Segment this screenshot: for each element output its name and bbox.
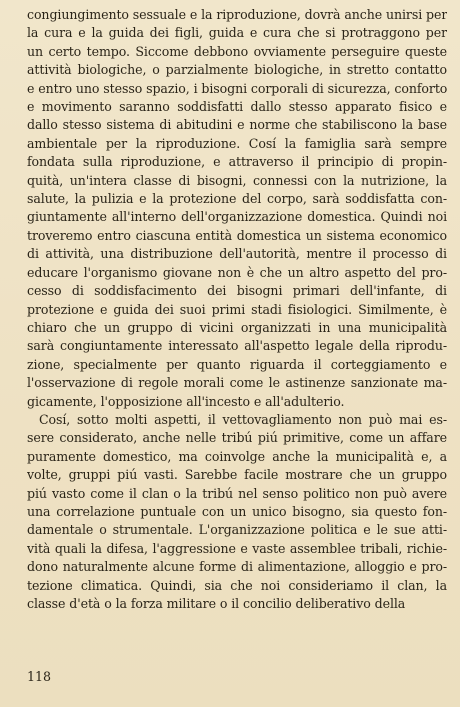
text-line: la cura e la guida dei figli, guida e cura che si protraggono per bbox=[27, 25, 447, 41]
text-line: attività biologiche, o parzialmente biologiche, in stretto contatto bbox=[27, 62, 447, 78]
text-line: gicamente, l'opposizione all'incesto e all'adulterio. bbox=[27, 393, 345, 409]
text-line: volte, gruppi piú vasti. Sarebbe facile mostrare che un gruppo bbox=[27, 467, 447, 483]
text-line: chiaro che un gruppo di vicini organizzati in una municipalità bbox=[27, 319, 447, 335]
paragraph-1 bbox=[27, 6, 447, 411]
text-line: piú vasto come il clan o la tribú nel senso politico non può avere bbox=[27, 485, 447, 501]
text-line: cesso di soddisfacimento dei bisogni primari dell'infante, di bbox=[27, 283, 447, 299]
text-line: Cosí, sotto molti aspetti, il vettovagliamento non può mai es- bbox=[39, 411, 447, 427]
text-line: fondata sulla riproduzione, e attraverso il principio di propin- bbox=[27, 154, 447, 170]
text-line: congiungimento sessuale e la riproduzione, dovrà anche unirsi per bbox=[27, 7, 447, 22]
text-line: educare l'organismo giovane non è che un altro aspetto del pro- bbox=[27, 264, 447, 280]
text-line: e movimento saranno soddisfatti dallo stesso apparato fisico e bbox=[27, 99, 447, 115]
text-line: salute, la pulizia e la protezione del corpo, sarà soddisfatta con- bbox=[27, 191, 447, 207]
text-line: protezione e guida dei suoi primi stadi fisiologici. Similmente, è bbox=[27, 301, 447, 317]
text-line: ambientale per la riproduzione. Cosí la famiglia sarà sempre bbox=[27, 135, 447, 151]
paragraph-2 bbox=[27, 411, 447, 613]
text-line: giuntamente all'interno dell'organizzazione domestica. Quindi noi bbox=[27, 209, 447, 225]
text-line: l'osservazione di regole morali come le astinenze sanzionate ma- bbox=[27, 375, 447, 391]
text-line: dallo stesso sistema di abitudini e norme che stabiliscono la base bbox=[27, 117, 447, 133]
text-line: zione, specialmente per quanto riguarda il corteggiamento e bbox=[27, 356, 447, 372]
text-line: una correlazione puntuale con un unico bisogno, sia questo fon- bbox=[27, 503, 447, 519]
text-line: quità, un'intera classe di bisogni, connessi con la nutrizione, la bbox=[27, 172, 447, 188]
text-line: classe d'età o la forza militare o il concilio deliberativo della bbox=[27, 596, 406, 611]
text-line: vità quali la difesa, l'aggressione e vaste assemblee tribali, richie- bbox=[27, 540, 447, 556]
text-line: puramente domestico, ma coinvolge anche la municipalità e, a bbox=[27, 448, 447, 464]
text-line: sere considerato, anche nelle tribú piú primitive, come un affare bbox=[27, 430, 447, 446]
text-line: un certo tempo. Siccome debbono ovviamente perseguire queste bbox=[27, 43, 447, 59]
text-line: dono naturalmente alcune forme di alimentazione, alloggio e pro- bbox=[27, 559, 447, 575]
text-line: damentale o strumentale. L'organizzazione politica e le sue atti- bbox=[27, 522, 447, 538]
text-line: sarà congiuntamente interessato all'aspetto legale della riprodu- bbox=[27, 338, 447, 354]
page-number: 118 bbox=[27, 669, 52, 684]
text-line: troveremo entro ciascuna entità domestica un sistema economico bbox=[27, 227, 447, 243]
text-line: e entro uno stesso spazio, i bisogni corporali di sicurezza, conforto bbox=[27, 80, 447, 96]
text-line: tezione climatica. Quindi, sia che noi consideriamo il clan, la bbox=[27, 577, 447, 593]
text-line: di attività, una distribuzione dell'autorità, mentre il processo di bbox=[27, 246, 447, 262]
body-text bbox=[27, 6, 447, 613]
